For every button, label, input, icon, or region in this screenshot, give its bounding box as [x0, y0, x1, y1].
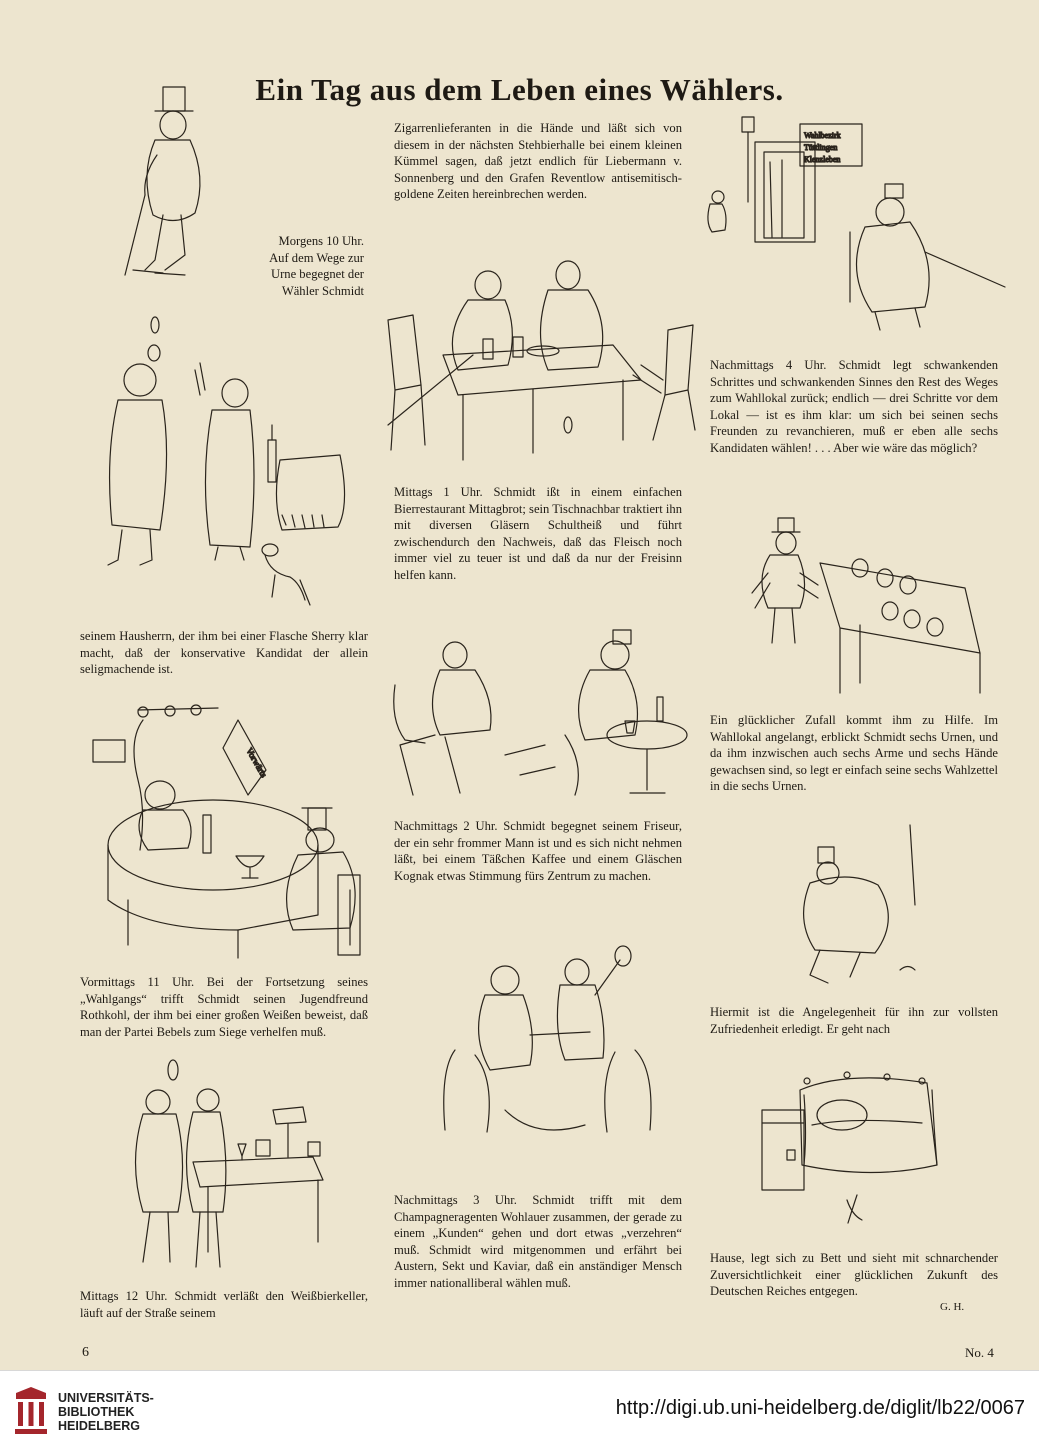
source-url-link[interactable]: http://digi.ub.uni-heidelberg.de/diglit/lb22/0067 [615, 1397, 1025, 1419]
caption-hausherrn: seinem Hausherrn, der ihm bei einer Flasche Sherry klar macht, daß der konservative Kandidat der allein seligmachende ist. [80, 629, 368, 676]
illustration-friseur [385, 625, 695, 810]
newspaper-label: Vorwärts [244, 746, 270, 780]
caption-mittags12: Mittags 12 Uhr. Schmidt verläßt den Weißbierkeller, läuft auf der Straße seinem [80, 1289, 368, 1320]
illustration-bett [752, 1055, 952, 1225]
caption-hiermit: Hiermit ist die Angelegenheit für ihn zur vollsten Zufriedenheit erledigt. Er geht nach [710, 1005, 998, 1036]
page-number: 6 [82, 1345, 89, 1360]
caption-morgens: Morgens 10 Uhr. Auf dem Wege zur Urne begegnet der Wähler Schmidt [269, 234, 364, 298]
viewer-footer [0, 1370, 1039, 1453]
illustration-sechs-urnen [750, 513, 990, 703]
page-title: Ein Tag aus dem Leben eines Wählers. [255, 72, 784, 107]
illustration-stehbierhalle [108, 1062, 348, 1277]
illustration-champagner [435, 940, 675, 1140]
sign-text-2: Tüttlingen [804, 143, 838, 152]
illustration-heimweg [790, 815, 940, 990]
caption-zufall: Ein glücklicher Zufall kommt ihm zu Hilfe. Im Wahllokal angelangt, erblickt Schmidt sechs Urnen, und da ihm inzwischen auch sechs Arme und sechs Hände gewachsen sind, so legt er einfach seine sechs Wahlzettel in die sechs Urnen. [710, 713, 998, 793]
illustration-sherry [100, 315, 350, 615]
caption-nachm2: Nachmittags 2 Uhr. Schmidt begegnet seinem Friseur, der ein sehr frommer Mann ist und es sich nicht nehmen läßt, bei einem Täßchen Kaffee und einem Gläschen Kognak etwas Stimmung fürs Zentrum zu machen. [394, 819, 682, 883]
signature: G. H. [940, 1301, 965, 1313]
library-logo-icon [12, 1385, 50, 1439]
caption-nachm3: Nachmittags 3 Uhr. Schmidt trifft mit dem Champagneragenten Wohlauer zusammen, der gerade zu einem „Kunden“ gehen und dort etwas „verzehren“ muß. Schmidt wird mitgenommen und erfährt bei Austern, Sekt und Kaviar, daß ein anständiger Mensch immer nationalliberal wählen muß. [394, 1193, 682, 1290]
illustration-wahllokal [700, 112, 1010, 337]
caption-vormittags: Vormittags 11 Uhr. Bei der Fortsetzung seines „Wahlgangs“ trifft Schmidt seinen Jugendfreund Rothkohl, der ihm bei einer großen Weißen beweist, daß man der Partei Bebels zum Siege verhelfen muß. [80, 975, 368, 1039]
library-name: UNIVERSITÄTS- BIBLIOTHEK HEIDELBERG [58, 1391, 154, 1433]
caption-zigarren: Zigarrenlieferanten in die Hände und läßt sich von diesem in der nächsten Stehbierhalle bei einem kleinen Kümmel sagen, daß jetzt endlich für Liebermann v. Sonnenberg und den Grafen Reventlow antisemitisch-goldene Zeiten hereinbrechen werden. [394, 121, 682, 201]
sign-text-3: Klenzleben [804, 155, 841, 164]
caption-mittags1: Mittags 1 Uhr. Schmidt ißt in einem einfachen Bierrestaurant Mittagbrot; sein Tischnachbar traktiert ihn mit diversen Gläsern Schultheiß und führt zwischendurch den Nachweis, daß das Fleisch noch immer viel zu teuer ist und daß da nur der Freisinn helfen kann. [394, 485, 682, 582]
issue-number: No. 4 [965, 1345, 994, 1360]
illustration-morning-walk [115, 85, 225, 305]
caption-nachm4: Nachmittags 4 Uhr. Schmidt legt schwankenden Schrittes und schwankenden Sinnes den Rest des Weges zum Wahllokal zurück; endlich — drei Schritte vor dem Lokal — ist es ihm klar: um sich bei seinen sechs Freunden zu revanchieren, muß er eben alle sechs Kandidaten wählen! . . . Aber wie wäre das möglich? [710, 358, 998, 455]
caption-hause: Hause, legt sich zu Bett und sieht mit schnarchender Zuversichtlichkeit einer glücklichen Zukunft des Deutschen Reiches entgegen. [710, 1251, 998, 1298]
illustration-bierrestaurant [383, 255, 713, 475]
sign-text-1: Wahlbezirk [804, 131, 841, 140]
illustration-rothkohl [88, 700, 368, 965]
